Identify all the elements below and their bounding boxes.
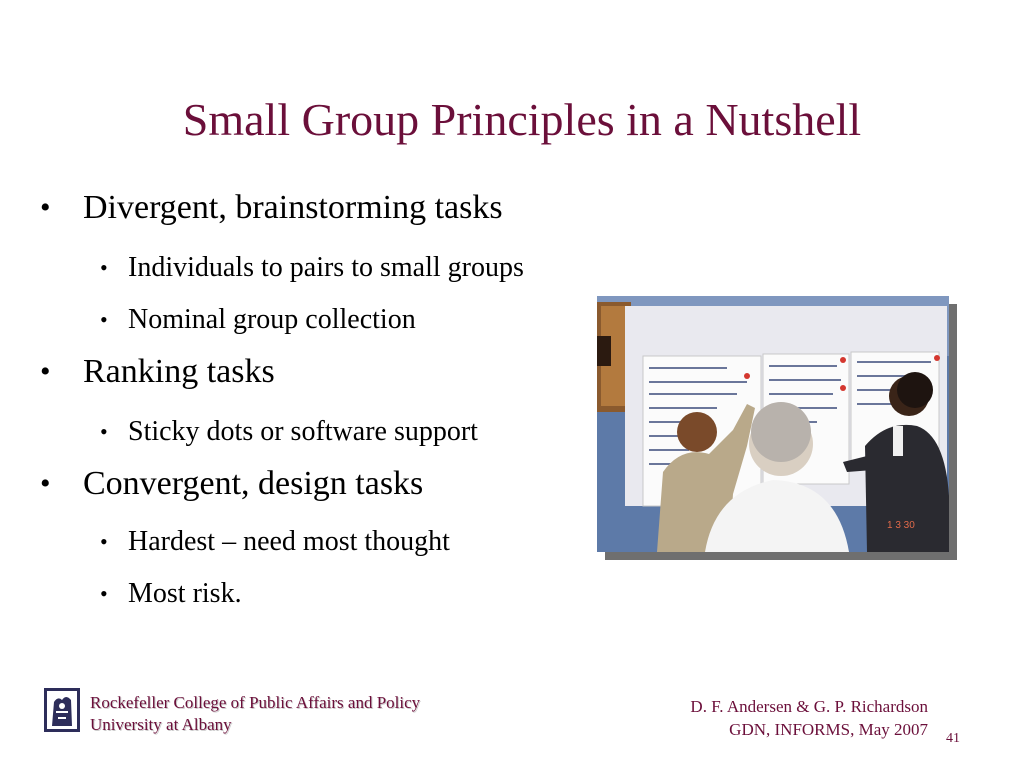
slide-title: Small Group Principles in a Nutshell bbox=[182, 94, 862, 145]
authors: D. F. Andersen & G. P. Richardson bbox=[690, 697, 928, 716]
bullet-marker: • bbox=[100, 529, 108, 554]
bullet-marker: • bbox=[100, 307, 108, 332]
institution-name: Rockefeller College of Public Affairs and Policy bbox=[90, 693, 421, 712]
author-block bbox=[690, 695, 928, 741]
bullet-marker: • bbox=[100, 255, 108, 280]
bullet-marker: • bbox=[100, 581, 108, 606]
sub-bullet-text: Hardest – need most thought bbox=[128, 526, 450, 557]
sub-bullet-text: Nominal group collection bbox=[128, 304, 416, 335]
event: GDN, INFORMS, May 2007 bbox=[729, 720, 928, 739]
bullet-text: Convergent, design tasks bbox=[83, 465, 424, 502]
bullet-text: Ranking tasks bbox=[83, 353, 275, 390]
university-seal-icon bbox=[44, 688, 80, 732]
bullet-marker: • bbox=[40, 467, 51, 500]
bullet-marker: • bbox=[100, 419, 108, 444]
sub-bullet-text: Most risk. bbox=[128, 578, 242, 609]
bullet-text: Divergent, brainstorming tasks bbox=[83, 189, 503, 226]
bullet-marker: • bbox=[40, 191, 51, 224]
sub-bullet-text: Individuals to pairs to small groups bbox=[128, 252, 524, 283]
page-number: 41 bbox=[946, 731, 960, 746]
sub-bullet-text: Sticky dots or software support bbox=[128, 416, 478, 447]
group-work-photo bbox=[597, 296, 949, 552]
svg-text:1 3 30: 1 3 30 bbox=[887, 520, 915, 531]
bullet-marker: • bbox=[40, 355, 51, 388]
institution-block bbox=[90, 692, 420, 736]
university-name: University at Albany bbox=[90, 715, 232, 734]
